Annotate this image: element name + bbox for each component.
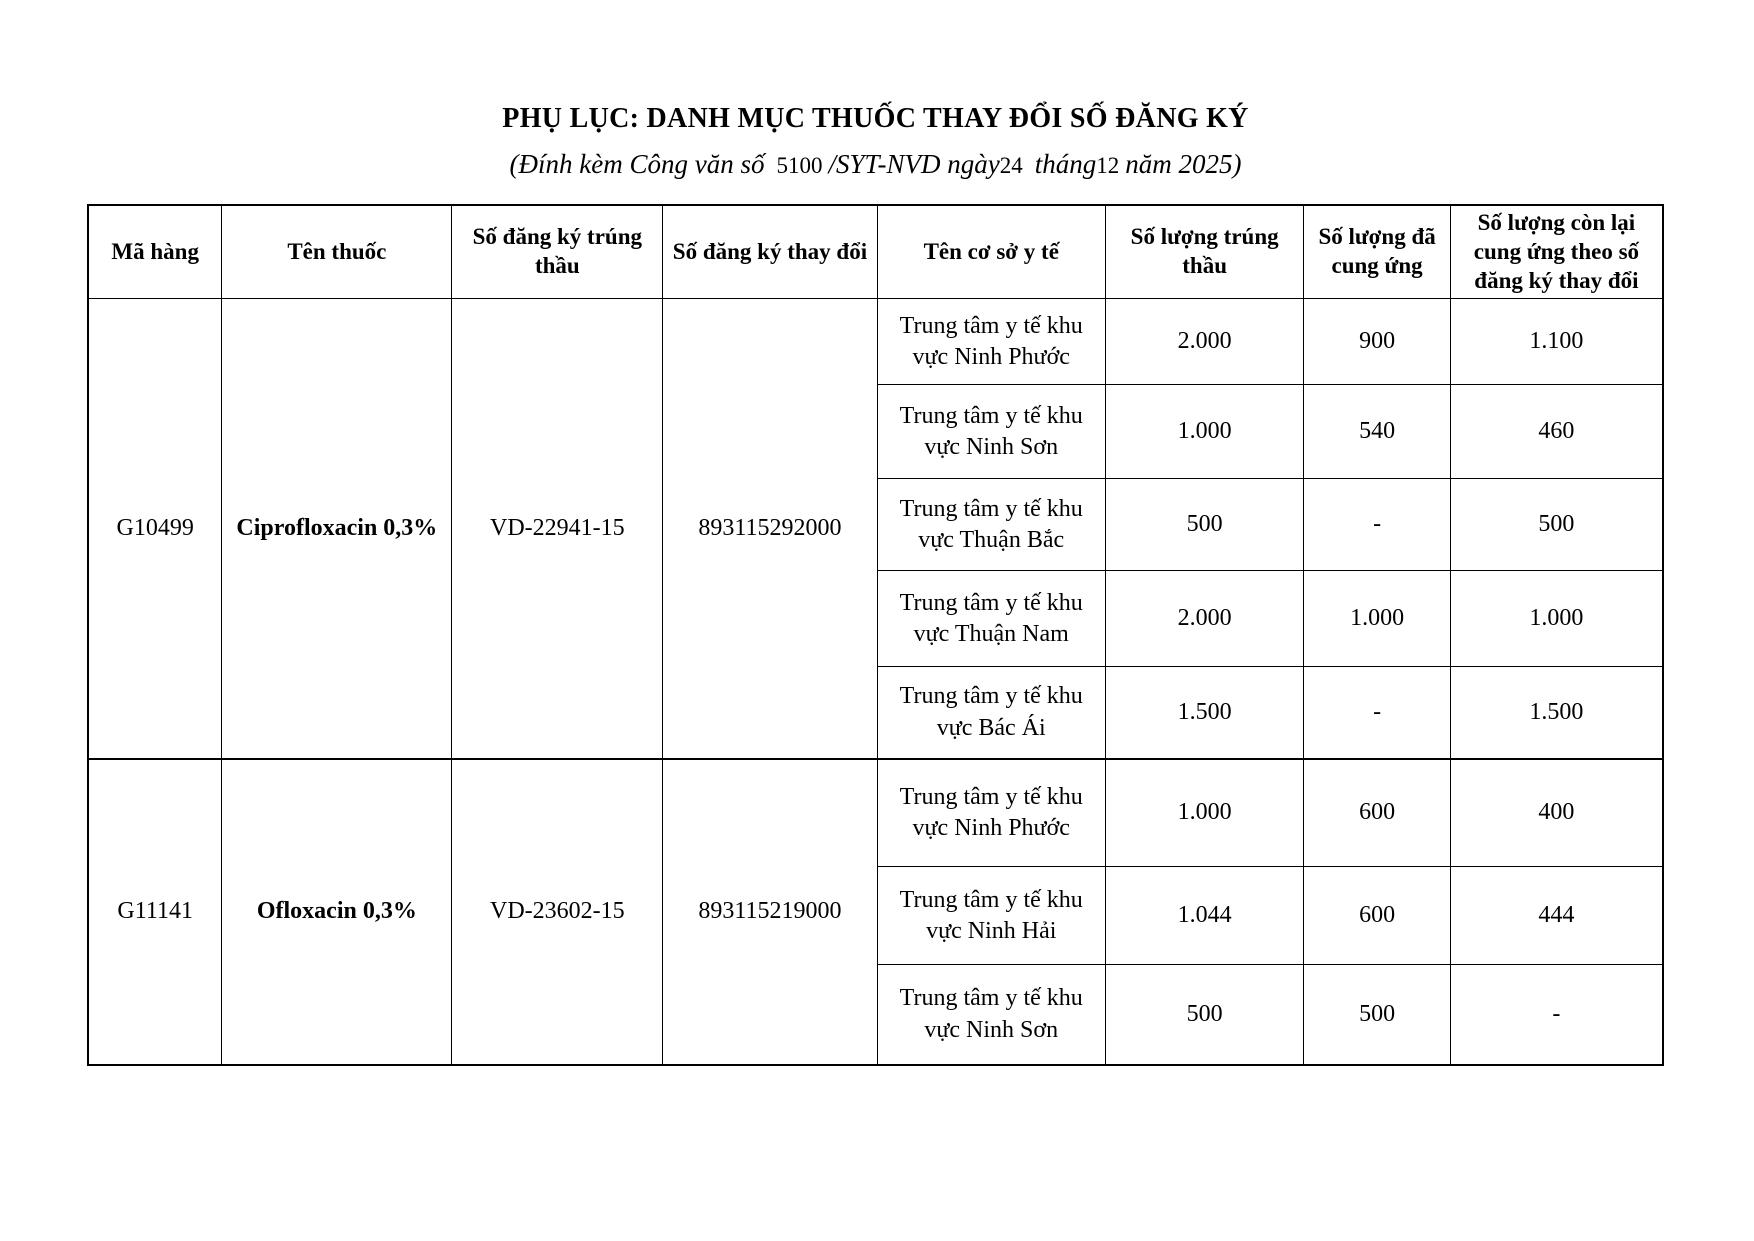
cell-so-luong-con-lai: 460 — [1450, 385, 1663, 479]
subtitle-prefix: (Đính kèm Công văn số — [509, 149, 765, 179]
header-so-dang-ky-thay-doi: Số đăng ký thay đổi — [663, 205, 877, 299]
cell-so-luong-con-lai: 400 — [1450, 759, 1663, 867]
table-row — [88, 299, 1663, 385]
header-so-luong-trung-thau: Số lượng trúng thầu — [1105, 205, 1303, 299]
subtitle-month: 12 — [1096, 153, 1120, 178]
cell-so-luong-da-cung-ung: 500 — [1304, 965, 1450, 1065]
cell-so-luong-da-cung-ung: - — [1304, 667, 1450, 759]
header-ma-hang: Mã hàng — [88, 205, 222, 299]
cell-so-dang-ky-trung-thau: VD-23602-15 — [452, 759, 663, 1065]
table-row — [88, 759, 1663, 867]
cell-so-luong-con-lai: - — [1450, 965, 1663, 1065]
cell-so-luong-con-lai: 1.000 — [1450, 571, 1663, 667]
cell-so-luong-da-cung-ung: 540 — [1304, 385, 1450, 479]
cell-so-luong-da-cung-ung: 1.000 — [1304, 571, 1450, 667]
cell-so-luong-trung-thau: 2.000 — [1105, 571, 1303, 667]
cell-so-luong-trung-thau: 1.044 — [1105, 867, 1303, 965]
document-content — [87, 0, 1664, 1066]
cell-so-luong-trung-thau: 1.000 — [1105, 759, 1303, 867]
cell-so-luong-con-lai: 444 — [1450, 867, 1663, 965]
cell-so-luong-con-lai: 1.100 — [1450, 299, 1663, 385]
cell-facility-name: Trung tâm y tế khu vực Thuận Bắc — [877, 479, 1105, 571]
cell-facility-name: Trung tâm y tế khu vực Thuận Nam — [877, 571, 1105, 667]
cell-so-luong-trung-thau: 2.000 — [1105, 299, 1303, 385]
cell-so-luong-con-lai: 500 — [1450, 479, 1663, 571]
cell-so-luong-da-cung-ung: 600 — [1304, 759, 1450, 867]
cell-facility-name: Trung tâm y tế khu vực Ninh Hải — [877, 867, 1105, 965]
cell-so-luong-da-cung-ung: 900 — [1304, 299, 1450, 385]
header-so-luong-con-lai: Số lượng còn lại cung ứng theo số đăng ký thay đổi — [1450, 205, 1663, 299]
cell-so-luong-trung-thau: 500 — [1105, 479, 1303, 571]
cell-so-dang-ky-trung-thau: VD-22941-15 — [452, 299, 663, 759]
cell-so-luong-da-cung-ung: - — [1304, 479, 1450, 571]
page-title: PHỤ LỤC: DANH MỤC THUỐC THAY ĐỔI SỐ ĐĂNG KÝ — [502, 103, 1249, 134]
cell-facility-name: Trung tâm y tế khu vực Ninh Sơn — [877, 385, 1105, 479]
cell-so-luong-con-lai: 1.500 — [1450, 667, 1663, 759]
cell-facility-name: Trung tâm y tế khu vực Ninh Sơn — [877, 965, 1105, 1065]
header-so-dang-ky-trung-thau: Số đăng ký trúng thầu — [452, 205, 663, 299]
cell-so-dang-ky-thay-doi: 893115292000 — [663, 299, 877, 759]
cell-facility-name: Trung tâm y tế khu vực Ninh Phước — [877, 759, 1105, 867]
header-so-luong-da-cung-ung: Số lượng đã cung ứng — [1304, 205, 1450, 299]
subtitle-suffix: năm 2025) — [1125, 149, 1242, 179]
drug-registration-table — [87, 204, 1664, 1066]
cell-ma-hang: G11141 — [88, 759, 222, 1065]
header-ten-co-so-y-te: Tên cơ sở y tế — [877, 205, 1105, 299]
cell-so-luong-trung-thau: 1.500 — [1105, 667, 1303, 759]
cell-facility-name: Trung tâm y tế khu vực Ninh Phước — [877, 299, 1105, 385]
table-header-row — [88, 205, 1663, 299]
cell-ten-thuoc: Ofloxacin 0,3% — [222, 759, 452, 1065]
cell-so-dang-ky-thay-doi: 893115219000 — [663, 759, 877, 1065]
cell-ten-thuoc: Ciprofloxacin 0,3% — [222, 299, 452, 759]
cell-so-luong-trung-thau: 500 — [1105, 965, 1303, 1065]
cell-ma-hang: G10499 — [88, 299, 222, 759]
subtitle-mid1: /SYT-NVD ngày — [828, 149, 1000, 179]
subtitle-day: 24 — [999, 153, 1023, 178]
header-ten-thuoc: Tên thuốc — [222, 205, 452, 299]
subtitle-doc-number: 5100 — [776, 153, 823, 178]
cell-facility-name: Trung tâm y tế khu vực Bác Ái — [877, 667, 1105, 759]
subtitle-mid2: tháng — [1034, 149, 1097, 179]
cell-so-luong-da-cung-ung: 600 — [1304, 867, 1450, 965]
document-subtitle — [87, 149, 1664, 180]
cell-so-luong-trung-thau: 1.000 — [1105, 385, 1303, 479]
